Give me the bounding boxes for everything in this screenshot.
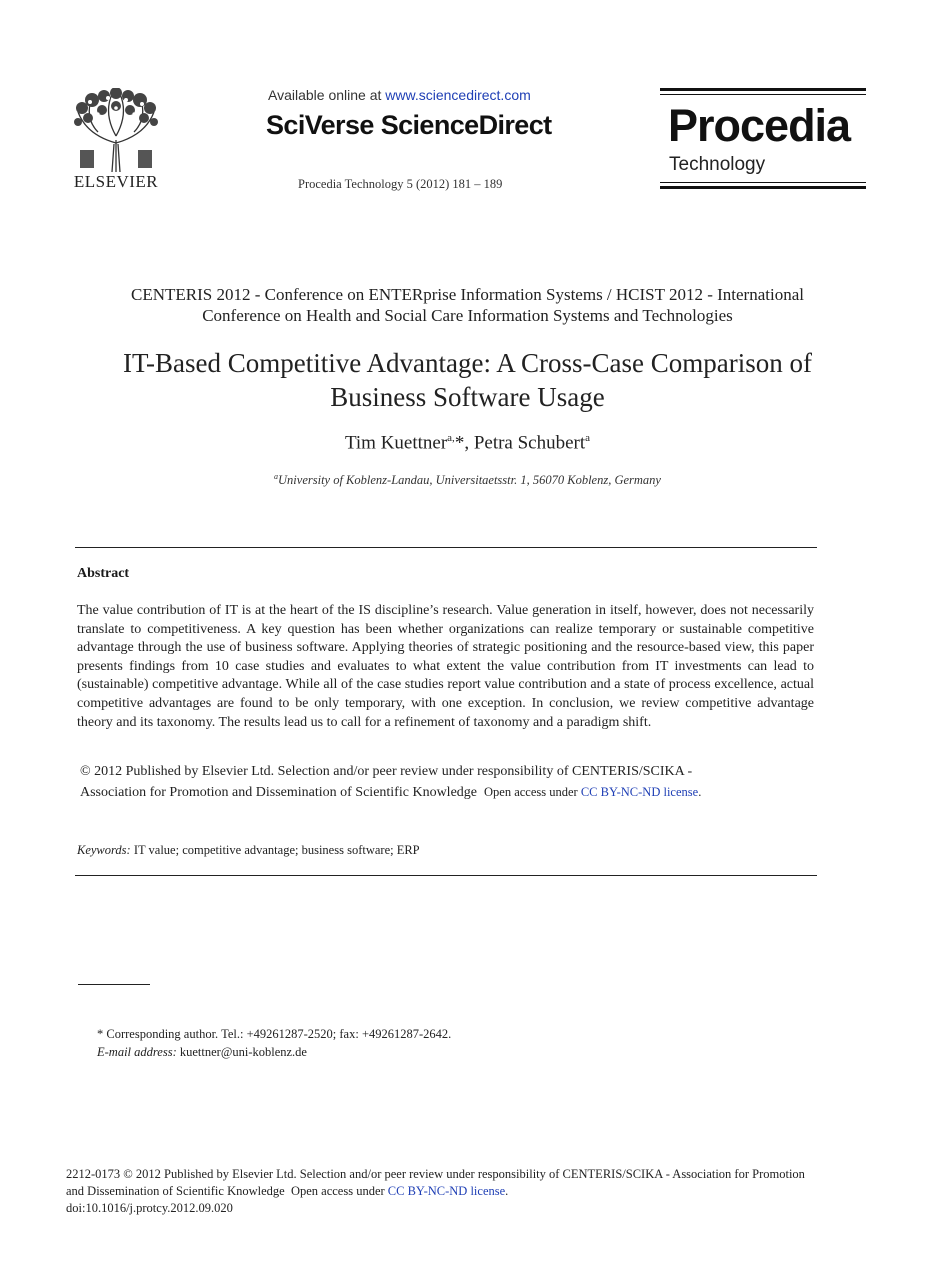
affiliation-marker: a	[274, 472, 279, 481]
email-note	[97, 1043, 451, 1061]
author-list	[60, 432, 875, 454]
corresponding-mark: *	[454, 432, 465, 454]
conference-line-1: CENTERIS 2012 - Conference on ENTERprise Information Systems / HCIST 2012 - International	[131, 285, 804, 304]
abstract-heading: Abstract	[77, 566, 130, 581]
abstract-bottom-rule	[75, 875, 817, 876]
copyright-line-2: Association for Promotion and Dissemination of Scientific Knowledge	[80, 785, 477, 800]
technology-wordmark: Technology	[669, 154, 766, 175]
platform-wordmark: SciVerse ScienceDirect	[266, 110, 552, 140]
availability-line	[268, 87, 531, 103]
footer-line-2-wrap	[66, 1183, 866, 1200]
logo-bottom-rule	[660, 186, 866, 189]
keywords	[77, 843, 420, 858]
journal-reference: Procedia Technology 5 (2012) 181 – 189	[298, 177, 503, 191]
author-2-affiliation: a	[585, 432, 591, 444]
elsevier-wordmark: ELSEVIER	[73, 172, 159, 191]
keywords-label: Keywords:	[77, 843, 131, 857]
affiliation-text: University of Koblenz-Landau, Universitaetsstr. 1, 56070 Koblenz, Germany	[278, 473, 661, 488]
conference-name	[60, 284, 875, 326]
copyright-line-1: © 2012 Published by Elsevier Ltd. Selection and/or peer review under responsibility of CENTERIS/SCIKA -	[80, 764, 693, 779]
footnotes	[97, 1025, 451, 1061]
author-2-name: Petra Schubert	[473, 432, 586, 454]
author-1-affiliation: a,	[447, 432, 455, 444]
doi: doi:10.1016/j.protcy.2012.09.020	[66, 1201, 233, 1215]
email-address: kuettner@uni-koblenz.de	[176, 1045, 307, 1059]
email-label: E-mail address:	[97, 1045, 177, 1059]
footer-line-2: and Dissemination of Scientific Knowledge	[66, 1184, 285, 1198]
abstract-top-rule	[75, 547, 817, 548]
footer-license-link[interactable]: CC BY-NC-ND license	[387, 1184, 506, 1198]
author-separator: ,	[464, 432, 474, 454]
title-line-1: IT-Based Competitive Advantage: A Cross-Case Comparison of	[123, 348, 812, 378]
corresponding-author-note: * Corresponding author. Tel.: +49261287-2520; fax: +49261287-2642.	[97, 1027, 452, 1041]
affiliation	[60, 472, 875, 488]
procedia-wordmark: Procedia	[668, 100, 851, 151]
footnote-rule	[78, 984, 150, 985]
keywords-values: IT value; competitive advantage; business software; ERP	[130, 843, 420, 857]
author-1-name: Tim Kuettner	[344, 432, 448, 454]
paper-title	[60, 346, 875, 414]
footer-line-1: 2212-0173 © 2012 Published by Elsevier Ltd. Selection and/or peer review under responsibility of CENTERIS/SCIKA - Association for Promotion	[66, 1167, 805, 1181]
footer-license-suffix: .	[505, 1184, 509, 1198]
open-access-prefix: Open access under	[484, 785, 581, 799]
availability-prefix: Available online at	[268, 87, 386, 103]
license-link[interactable]: CC BY-NC-ND license	[580, 785, 699, 799]
title-line-2: Business Software Usage	[330, 382, 605, 412]
footer-open-access-prefix: Open access under	[290, 1184, 388, 1198]
copyright-line-2-wrap	[80, 782, 810, 803]
conference-line-2: Conference on Health and Social Care Information Systems and Technologies	[202, 306, 733, 325]
sciencedirect-link[interactable]: www.sciencedirect.com	[385, 87, 531, 103]
logo-top-rule	[660, 88, 866, 91]
page-footer	[66, 1166, 866, 1217]
copyright-notice	[80, 762, 810, 803]
abstract-body: The value contribution of IT is at the heart of the IS discipline’s research. Value generation in itself, however, does not necessarily translate to competitiveness. A key question has been whether organizations can realize temporary or sustainable competitive advantage through the use of business software. Applying theories of strategic positioning and the resource-based view, this paper presents findings from 10 case studies and evaluates to what extent the value contribution from IT investments can lead to (sustainable) competitive advantage. While all of the case studies report value contribution and a state of process excellence, actual competitive advantages are found to be only temporary, with one exception. In conclusion, we review competitive advantage theory and its taxonomy. The results lead us to call for a refinement of taxonomy and a paradigm shift.	[77, 603, 814, 730]
logo-top-thin-rule	[660, 94, 866, 95]
procedia-logo	[660, 88, 866, 190]
logo-bottom-thin-rule	[660, 182, 866, 183]
license-suffix: .	[698, 785, 702, 799]
